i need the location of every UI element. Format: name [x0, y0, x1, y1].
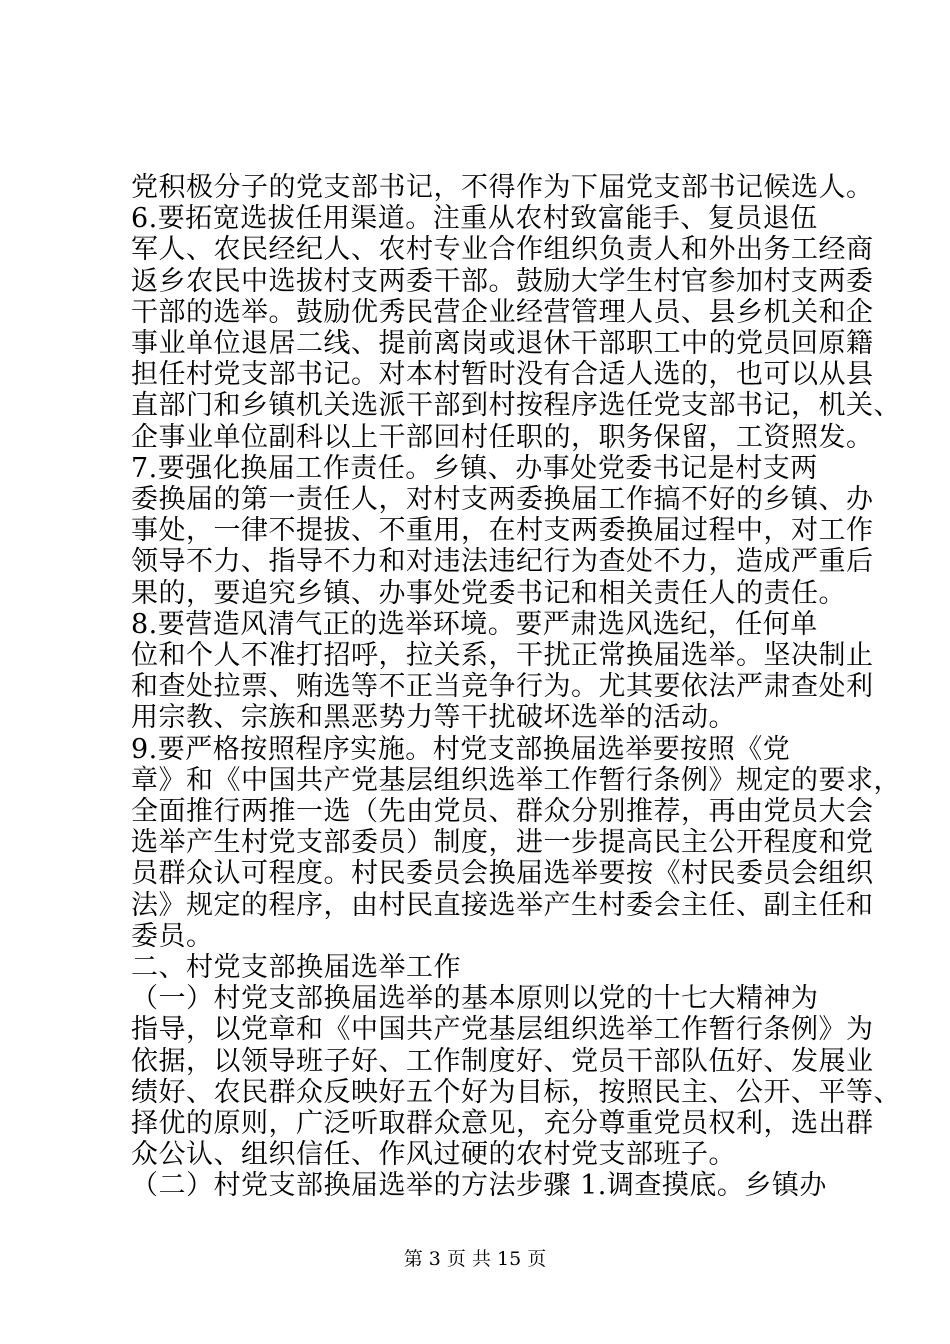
text-line: （一）村党支部换届选举的基本原则以党的十七大精神为	[131, 983, 819, 1014]
text-line: 全面推行两推一选（先由党员、群众分别推荐，再由党员大会	[131, 796, 874, 827]
text-line: 返乡农民中选拔村支两委干部。鼓励大学生村官参加村支两委	[131, 266, 874, 297]
text-line: 军人、农民经纪人、农村专业合作组织负责人和外出务工经商	[131, 234, 874, 265]
text-line: 绩好、农民群众反映好五个好为目标，按照民主、公开、平等、	[131, 1077, 901, 1108]
text-line: 事处，一律不提拔、不重用，在村支两委换届过程中，对工作	[131, 515, 874, 546]
text-line: 干部的选举。鼓励优秀民营企业经营管理人员、县乡机关和企	[131, 297, 874, 328]
text-line: 直部门和乡镇机关选派干部到村按程序选任党支部书记，机关、	[131, 390, 901, 421]
text-line: 法》规定的程序，由村民直接选举产生村委会主任、副主任和	[131, 890, 874, 921]
text-line: 6.要拓宽选拔任用渠道。注重从农村致富能手、复员退伍	[131, 203, 818, 234]
text-line: 用宗教、宗族和黑恶势力等干扰破坏选举的活动。	[131, 702, 736, 733]
text-line: 众公认、组织信任、作风过硬的农村党支部班子。	[131, 1139, 736, 1170]
text-line: 依据，以领导班子好、工作制度好、党员干部队伍好、发展业	[131, 1046, 874, 1077]
text-line: 企事业单位副科以上干部回村任职的，职务保留，工资照发。	[131, 422, 874, 453]
text-line: 果的，要追究乡镇、办事处党委书记和相关责任人的责任。	[131, 578, 846, 609]
text-line: 担任村党支部书记。对本村暂时没有合适人选的，也可以从县	[131, 359, 874, 390]
text-line: 事业单位退居二线、提前离岗或退休干部职工中的党员回原籍	[131, 328, 874, 359]
page-number-footer: 第 3 页 共 15 页	[403, 1248, 547, 1270]
text-line: （二）村党支部换届选举的方法步骤 1.调查摸底。乡镇办	[131, 1170, 827, 1201]
text-line: 择优的原则，广泛听取群众意见，充分尊重党员权利，选出群	[131, 1108, 874, 1139]
text-line: 党积极分子的党支部书记，不得作为下届党支部书记候选人。	[131, 172, 874, 203]
text-line: 员群众认可程度。村民委员会换届选举要按《村民委员会组织	[131, 858, 874, 889]
text-line: 9.要严格按照程序实施。村党支部换届选举要按照《党	[131, 734, 791, 765]
text-line: 章》和《中国共产党基层组织选举工作暂行条例》规定的要求，	[131, 765, 901, 796]
text-line: 领导不力、指导不力和对违法违纪行为查处不力，造成严重后	[131, 546, 874, 577]
text-line: 位和个人不准打招呼，拉关系，干扰正常换届选举。坚决制止	[131, 640, 874, 671]
text-line: 二、村党支部换届选举工作	[131, 952, 461, 983]
text-line: 委换届的第一责任人，对村支两委换届工作搞不好的乡镇、办	[131, 484, 874, 515]
text-line: 8.要营造风清气正的选举环境。要严肃选风选纪，任何单	[131, 609, 818, 640]
text-line: 和查处拉票、贿选等不正当竞争行为。尤其要依法严肃查处利	[131, 671, 874, 702]
text-line: 指导，以党章和《中国共产党基层组织选举工作暂行条例》为	[131, 1014, 874, 1045]
text-line: 选举产生村党支部委员）制度，进一步提高民主公开程度和党	[131, 827, 874, 858]
text-line: 委员。	[131, 921, 214, 952]
text-line: 7.要强化换届工作责任。乡镇、办事处党委书记是村支两	[131, 453, 818, 484]
